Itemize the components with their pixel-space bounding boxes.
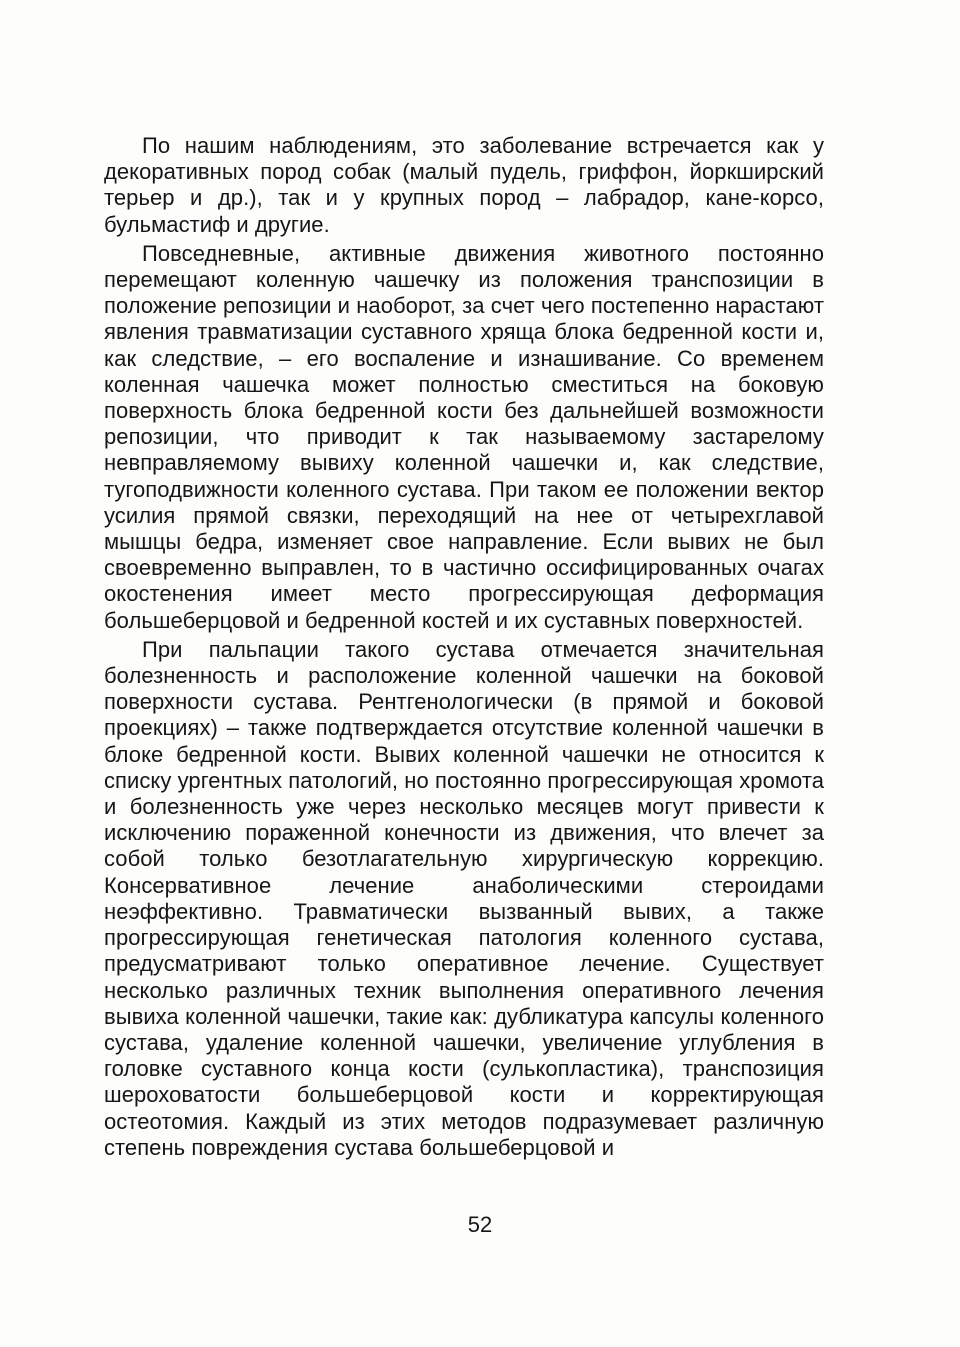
paragraph-2: Повседневные, активные движения животного постоянно перемещают коленную чашечку из положения транспозиции в положение репозиции и наоборот, за счет чего постепенно нарастают явления травматизации суставного хряща блока бедренной кости и, как следствие, – его воспаление и изнашивание. Со временем коленная чашечка может полностью сместиться на боковую поверхность блока бедренной кости без дальнейшей возможности репозиции, что приводит к так называемому застарелому невправляемому вывиху коленной чашечки и, как следствие, тугоподвижности коленного сустава. При таком ее положении вектор усилия прямой связки, переходящий на нее от четырехглавой мышцы бедра, изменяет свое направление. Если вывих не был своевременно выправлен, то в частично оссифицированных очагах окостенения имеет место прогрессирующая деформация большеберцовой и бедренной костей и их суставных поверхностей. [104, 240, 824, 633]
page-number: 52 [467, 1212, 493, 1237]
paragraph-1: По нашим наблюдениям, это заболевание встречается как у декоративных пород собак (малый пудель, гриффон, йоркширский терьер и др.), так и у крупных пород – лабрадор, кане-корсо, бульмастиф и другие. [104, 133, 824, 237]
paragraph-3: При пальпации такого сустава отмечается значительная болезненность и расположение коленной чашечки на боковой поверхности сустава. Рентгенологически (в прямой и боковой проекциях) – также подтверждается отсутствие коленной чашечки в блоке бедренной кости. Вывих коленной чашечки не относится к списку ургентных патологий, но постоянно прогрессирующая хромота и болезненность уже через несколько месяцев могут привести к исключению пораженной конечности из движения, что влечет за собой только безотлагательную хирургическую коррекцию. Консервативное лечение анаболическими стероидами неэффективно. Травматически вызванный вывих, а также прогрессирующая генетическая патология коленного сустава, предусматривают только оперативное лечение. Существует несколько различных техник выполнения оперативного лечения вывиха коленной чашечки, такие как: дубликатура капсулы коленного сустава, удаление коленной чашечки, увеличение углубления в головке суставного конца кости (сулькопластика), транспозиция шероховатости большеберцовой кости и корректирующая остеотомия. Каждый из этих методов подразумевает различную степень повреждения сустава большеберцовой и [104, 636, 824, 1160]
body-text [104, 133, 824, 1161]
